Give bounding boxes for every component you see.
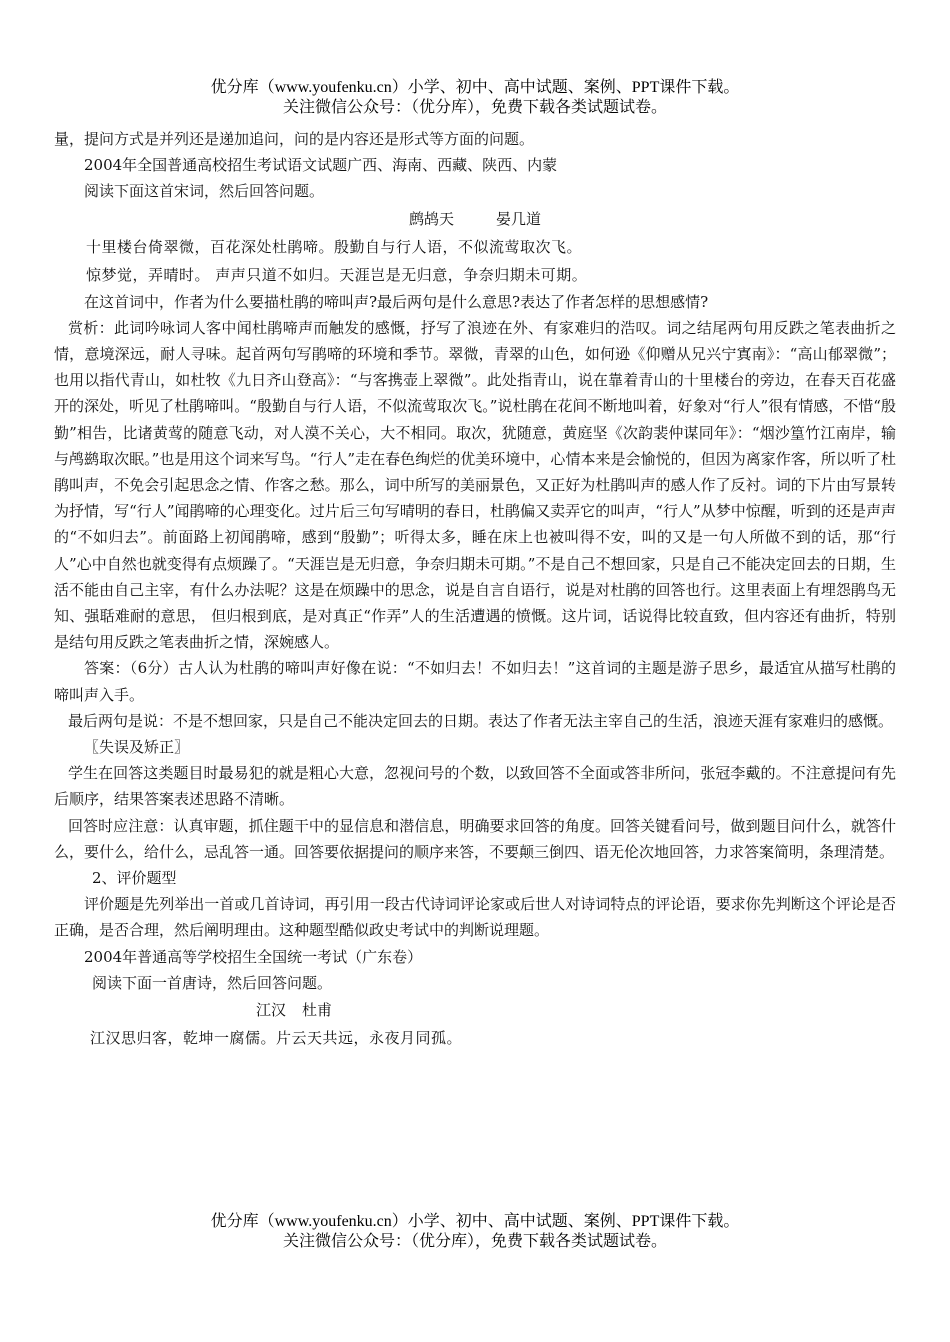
reading-instruction: 阅读下面一首唐诗，然后回答问题。: [92, 973, 333, 992]
footer-line-2: 关注微信公众号：（优分库），免费下载各类试题试卷。: [282, 1233, 667, 1250]
page-footer: [0, 1212, 950, 1252]
reading-instruction: 阅读下面这首宋词，然后回答问题。: [84, 182, 325, 201]
document-body: [54, 126, 896, 1052]
poem-title: 江汉: [256, 1001, 287, 1020]
section-heading: 〖失误及矫正〗: [84, 738, 190, 757]
exam-title-guangdong: 2004年普通高等学校招生全国统一考试（广东卷）: [84, 947, 423, 966]
poem-author: 杜甫: [302, 1001, 333, 1020]
section-heading: 2、评价题型: [92, 869, 177, 888]
poem-title: 鹧鸪天: [408, 209, 454, 228]
poem-title-line: [54, 205, 896, 233]
poem-line: 十里楼台倚翠微，百花深处杜鹃啼。殷勤自与行人语，不似流莺取次飞。: [86, 237, 583, 256]
type-description: 评价题是先列举出一首或几首诗词，再引用一段古代诗词评论家或后世人对诗词特点的评论语，要求你先判断这个评论是否正确，是否合理，然后阐明理由。这种题型酷似政史考试中的判断说理题。: [54, 895, 896, 940]
header-line-2: 关注微信公众号：（优分库），免费下载各类试题试卷。: [282, 99, 667, 116]
paragraph-continuation: 量，提问方式是并列还是递加追问，问的是内容还是形式等方面的问题。: [54, 130, 535, 148]
exam-title-2004: 2004年全国普通高校招生考试语文试题广西、海南、西藏、陕西、内蒙: [84, 156, 558, 175]
question: 在这首词中，作者为什么要描杜鹃的啼叫声?最后两句是什么意思?表达了作者怎样的思想感情?: [84, 292, 709, 311]
answer-explanation: 最后两句是说：不是不想回家，只是自己不能决定回去的日期。表达了作者无法主宰自己的生活，浪迹天涯有家难归的感慨。: [68, 711, 894, 730]
advice-paragraph: 回答时应注意：认真审题，抓住题干中的显信息和潜信息，明确要求回答的角度。回答关键看问号，做到题目问什么，就答什么，要什么，给什么，忌乱答一通。回答要依据提问的顺序来答，不要颠三倒四、语无伦次地回答，力求答案简明，条理清楚。: [54, 816, 896, 861]
analysis-paragraph: 赏析：此词吟咏词人客中闻杜鹃啼声而触发的感慨，抒写了浪迹在外、有家难归的浩叹。词之结尾两句用反跌之笔表曲折之情，意境深远，耐人寻味。起首两句写鹃啼的环境和季节。翠微，青翠的山色，如何逊《仰赠从兄兴宁寘南》：“高山郁翠微”； 也用以指代青山，如杜牧《九日齐山登高》：“与客携壶上翠微”。此处指青山，说在靠着青山的十里楼台的旁边，在春天百花盛开的深处，听见了杜鹃啼叫。“殷勤自与行人语，不似流莺取次飞。”说杜鹃在花间不断地叫着，好象对“行人”很有情感，不惜“殷勤”相告，比诸黄莺的随意飞动，对人漠不关心，大不相同。取次，犹随意，黄庭坚《次韵裴仲谋同年》：“烟沙篁竹江南岸，输与鸬鹚取次眠。”也是用这个词来写鸟。“行人”走在春色绚烂的优美环境中，心情本来是会愉悦的，但因为离家作客，所以听了杜鹃叫声，不免会引起思念之情、作客之愁。那么，词中所写的美丽景色，又正好为杜鹃叫声的感人作了反衬。词的下片由写景转为抒情，写“行人”闻鹃啼的心理变化。过片后三句写晴明的春日，杜鹃偏又卖弄它的叫声，“行人”从梦中惊醒，听到的还是声声的“不如归去”。前面路上初闻鹃啼，感到“殷勤”；听得太多，睡在床上也被叫得不安，叫的又是一句人所做不到的话，那“行人”心中自然也就变得有点烦躁了。“天涯岂是无归意，争奈归期未可期。”不是自己不想回家，只是自己不能决定回去的日期，生活不能由自己主宰，有什么办法呢？这是在烦躁中的思念，说是自言自语行，说是对杜鹃的回答也行。这里表面上有埋怨鹃鸟无知、强聒难耐的意思， 但归根到底，是对真正“作弄”人的生活遭遇的愤慨。这片词，话说得比较直致，但内容还有曲折，特别是结句用反跌之笔表曲折之情，深婉感人。: [54, 318, 896, 652]
poem-line: 惊梦觉，弄晴时。 声声只道不如归。天涯岂是无归意，争奈归期未可期。: [86, 265, 588, 284]
poem-author: 晏几道: [496, 209, 542, 228]
poem-title-line: [54, 996, 896, 1024]
footer-line-1: 优分库（www.youfenku.cn）小学、初中、高中试题、案例、PPT课件下载。: [210, 1213, 740, 1230]
header-line-1: 优分库（www.youfenku.cn）小学、初中、高中试题、案例、PPT课件下载。: [210, 79, 740, 96]
page-header: [0, 78, 950, 118]
answer-paragraph: 答案：（6分）古人认为杜鹃的啼叫声好像在说：“不如归去！不如归去！”这首词的主题是游子思乡，最适宜从描写杜鹃的啼叫声入手。: [54, 659, 896, 704]
poem-line: 江汉思归客，乾坤一腐儒。片云天共远，永夜月同孤。: [90, 1029, 463, 1048]
mistake-paragraph: 学生在回答这类题目时最易犯的就是粗心大意，忽视问号的个数，以致回答不全面或答非所问，张冠李戴的。不注意提问有先后顺序，结果答案表述思路不清晰。: [54, 764, 896, 809]
